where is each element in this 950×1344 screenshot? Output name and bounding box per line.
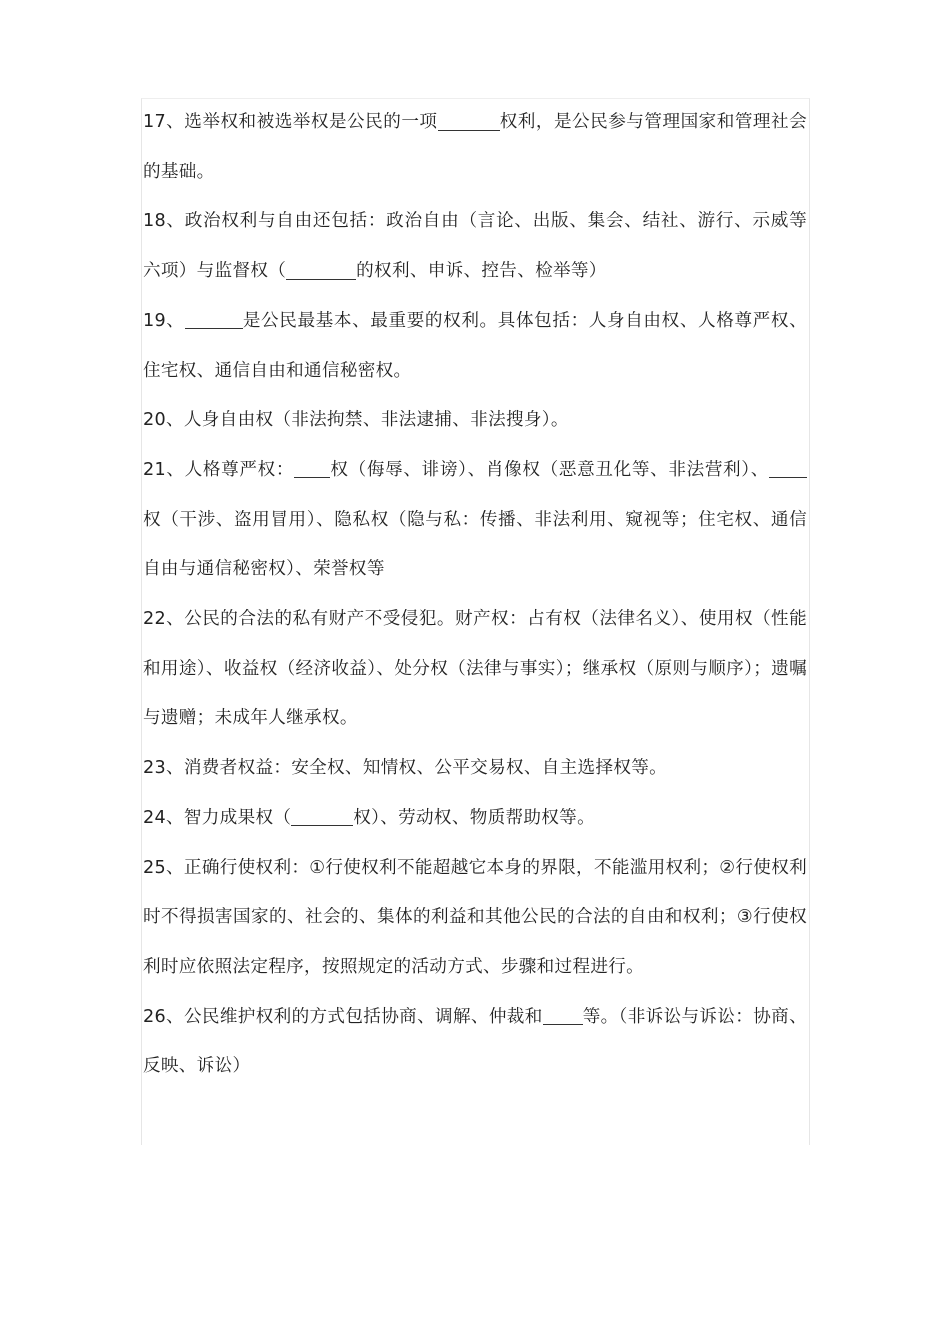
paragraph-text: 23、消费者权益：安全权、知情权、公平交易权、自主选择权等。	[143, 758, 668, 779]
paragraph-item-21	[143, 446, 807, 595]
paragraph-item-26	[143, 993, 807, 1092]
paragraph-text: 19、	[143, 310, 185, 331]
paragraph-text: 24、智力成果权（	[143, 807, 292, 828]
paragraph-item-19	[143, 297, 807, 396]
paragraph-item-23	[143, 744, 807, 794]
paragraph-item-24	[143, 794, 807, 844]
fill-in-blank	[543, 1006, 583, 1025]
paragraph-text: 权（干涉、盗用冒用）、隐私权（隐与私：传播、非法利用、窥视等；住宅权、通信自由与通信秘密权）、荣誉权等	[143, 509, 807, 580]
fill-in-blank	[769, 459, 807, 478]
paragraph-text: 21、人格尊严权：	[143, 459, 295, 480]
paragraph-text: 20、人身自由权（非法拘禁、非法逮捕、非法搜身）。	[143, 410, 569, 431]
paragraph-item-17	[143, 98, 807, 197]
paragraph-item-18	[143, 197, 807, 296]
paragraph-text: 等。（非诉讼与诉讼：协商、反映、诉讼）	[143, 1006, 807, 1077]
paragraph-text: 25、正确行使权利：①行使权利不能超越它本身的界限，不能滥用权利；②行使权利时不得损害国家的、社会的、集体的利益和其他公民的合法的自由和权利；③行使权利时应依照法定程序，按照规定的活动方式、步骤和过程进行。	[143, 857, 807, 977]
paragraph-item-22	[143, 595, 807, 744]
paragraph-item-20	[143, 396, 807, 446]
fill-in-blank	[294, 459, 330, 478]
paragraph-text: 权利，是公民参与管理国家和管理社会的基础。	[143, 112, 807, 182]
paragraph-text: 是公民最基本、最重要的权利。具体包括：人身自由权、人格尊严权、住宅权、通信自由和通信秘密权。	[143, 310, 807, 381]
paragraph-text: 26、公民维护权利的方式包括协商、调解、仲裁和	[143, 1006, 543, 1027]
fill-in-blank	[286, 260, 356, 279]
paragraph-item-25	[143, 844, 807, 993]
fill-in-blank	[185, 310, 243, 329]
paragraph-text: 22、公民的合法的私有财产不受侵犯。财产权：占有权（法律名义）、使用权（性能和用途）、收益权（经济收益）、处分权（法律与事实）；继承权（原则与顺序）；遗嘱与遗赠；未成年人继承权。	[143, 609, 807, 729]
paragraph-text: 权（侮辱、诽谤）、肖像权（恶意丑化等、非法营利）、	[330, 459, 770, 480]
paragraph-text: 18、政治权利与自由还包括：政治自由（言论、出版、集会、结社、游行、示威等六项）与监督权（	[143, 211, 807, 282]
fill-in-blank	[291, 807, 353, 826]
document-body	[143, 98, 807, 1092]
fill-in-blank	[438, 111, 500, 130]
paragraph-text: 17、选举权和被选举权是公民的一项	[143, 112, 438, 132]
paragraph-text: 权）、劳动权、物质帮助权等。	[353, 807, 595, 828]
paragraph-text: 的权利、申诉、控告、检举等）	[356, 261, 607, 282]
